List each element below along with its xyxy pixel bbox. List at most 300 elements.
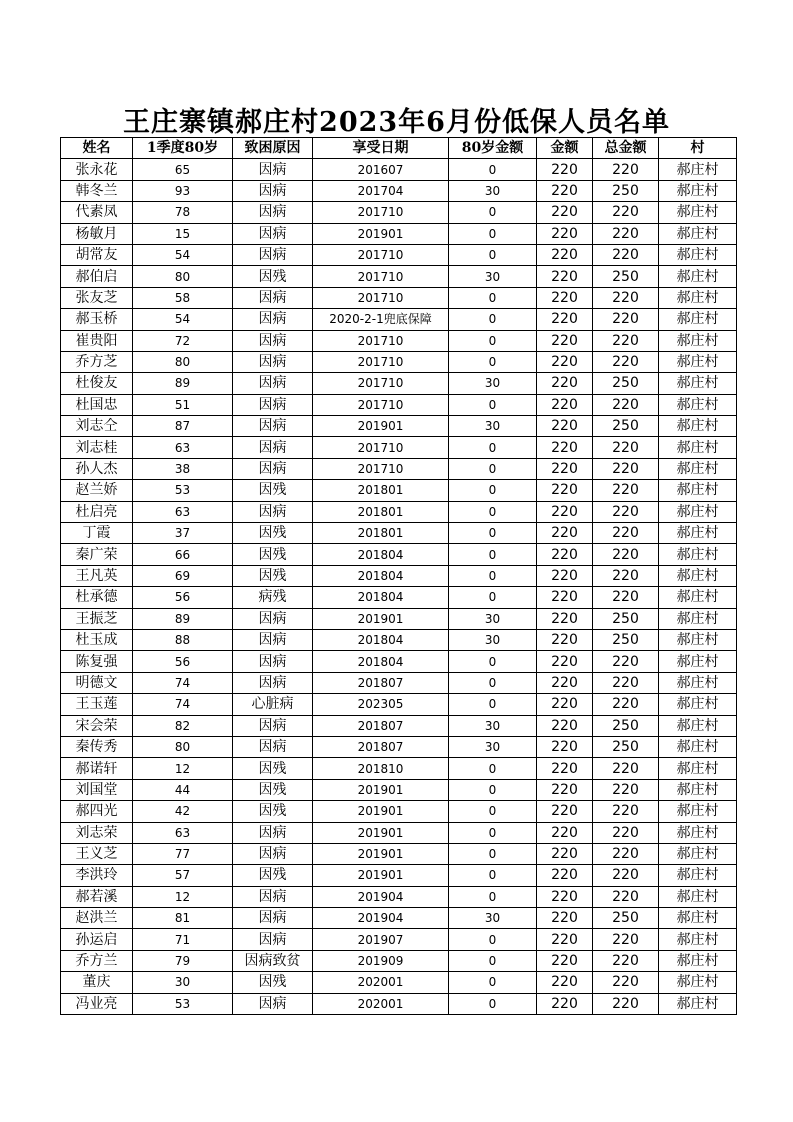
age80-amount-cell: 0 xyxy=(449,202,537,223)
village-cell: 郝庄村 xyxy=(659,929,737,950)
village-cell: 郝庄村 xyxy=(659,758,737,779)
total-cell: 220 xyxy=(593,865,659,886)
amount-cell: 220 xyxy=(537,801,593,822)
age80-amount-cell: 30 xyxy=(449,736,537,757)
age80-amount-cell: 0 xyxy=(449,287,537,308)
cause-cell: 因残 xyxy=(233,565,313,586)
total-cell: 250 xyxy=(593,373,659,394)
amount-cell: 220 xyxy=(537,779,593,800)
start-date-cell: 201804 xyxy=(313,565,449,586)
cause-cell: 因病 xyxy=(233,244,313,265)
q1-age-cell: 93 xyxy=(133,180,233,201)
amount-cell: 220 xyxy=(537,950,593,971)
village-cell: 郝庄村 xyxy=(659,886,737,907)
start-date-cell: 201607 xyxy=(313,159,449,180)
table-row xyxy=(61,159,737,180)
village-cell: 郝庄村 xyxy=(659,822,737,843)
cause-cell: 因残 xyxy=(233,523,313,544)
start-date-cell: 201804 xyxy=(313,629,449,650)
total-cell: 220 xyxy=(593,672,659,693)
age80-amount-cell: 0 xyxy=(449,801,537,822)
amount-cell: 220 xyxy=(537,929,593,950)
amount-cell: 220 xyxy=(537,908,593,929)
q1-age-cell: 87 xyxy=(133,416,233,437)
name-cell: 刘志仝 xyxy=(61,416,133,437)
amount-cell: 220 xyxy=(537,159,593,180)
table-row xyxy=(61,287,737,308)
recipient-table xyxy=(60,137,737,1015)
age80-amount-cell: 30 xyxy=(449,908,537,929)
name-cell: 张永花 xyxy=(61,159,133,180)
name-cell: 张友芝 xyxy=(61,287,133,308)
total-cell: 220 xyxy=(593,972,659,993)
table-row xyxy=(61,180,737,201)
total-cell: 220 xyxy=(593,694,659,715)
start-date-cell: 201901 xyxy=(313,608,449,629)
name-cell: 刘国堂 xyxy=(61,779,133,800)
amount-cell: 220 xyxy=(537,865,593,886)
cause-cell: 因病 xyxy=(233,351,313,372)
age80-amount-cell: 0 xyxy=(449,437,537,458)
start-date-cell: 201909 xyxy=(313,950,449,971)
cause-cell: 因病 xyxy=(233,287,313,308)
village-cell: 郝庄村 xyxy=(659,843,737,864)
village-cell: 郝庄村 xyxy=(659,565,737,586)
start-date-cell: 201710 xyxy=(313,287,449,308)
village-cell: 郝庄村 xyxy=(659,779,737,800)
cause-cell: 因残 xyxy=(233,972,313,993)
q1-age-cell: 54 xyxy=(133,309,233,330)
village-cell: 郝庄村 xyxy=(659,159,737,180)
cause-cell: 病残 xyxy=(233,587,313,608)
name-cell: 陈复强 xyxy=(61,651,133,672)
total-cell: 220 xyxy=(593,394,659,415)
total-cell: 220 xyxy=(593,437,659,458)
start-date-cell: 201904 xyxy=(313,908,449,929)
table-row xyxy=(61,501,737,522)
table-row xyxy=(61,416,737,437)
name-cell: 刘志桂 xyxy=(61,437,133,458)
q1-age-cell: 69 xyxy=(133,565,233,586)
village-cell: 郝庄村 xyxy=(659,437,737,458)
name-cell: 王义芝 xyxy=(61,843,133,864)
table-row xyxy=(61,202,737,223)
name-cell: 郝诺轩 xyxy=(61,758,133,779)
age80-amount-cell: 0 xyxy=(449,544,537,565)
cause-cell: 因病 xyxy=(233,886,313,907)
amount-cell: 220 xyxy=(537,223,593,244)
age80-amount-cell: 0 xyxy=(449,523,537,544)
age80-amount-cell: 0 xyxy=(449,587,537,608)
village-cell: 郝庄村 xyxy=(659,523,737,544)
name-cell: 丁霞 xyxy=(61,523,133,544)
amount-cell: 220 xyxy=(537,993,593,1014)
cause-cell: 因病 xyxy=(233,501,313,522)
q1-age-cell: 65 xyxy=(133,159,233,180)
start-date-cell: 201710 xyxy=(313,394,449,415)
cause-cell: 因病 xyxy=(233,929,313,950)
table-row xyxy=(61,629,737,650)
start-date-cell: 201904 xyxy=(313,886,449,907)
start-date-cell: 201710 xyxy=(313,244,449,265)
q1-age-cell: 74 xyxy=(133,694,233,715)
amount-cell: 220 xyxy=(537,244,593,265)
start-date-cell: 201710 xyxy=(313,202,449,223)
amount-cell: 220 xyxy=(537,501,593,522)
cause-cell: 因病 xyxy=(233,629,313,650)
village-cell: 郝庄村 xyxy=(659,202,737,223)
document-title: 王庄寨镇郝庄村2023年6月份低保人员名单 xyxy=(123,107,670,138)
total-cell: 250 xyxy=(593,266,659,287)
cause-cell: 因残 xyxy=(233,865,313,886)
cause-cell: 因残 xyxy=(233,266,313,287)
age80-amount-cell: 0 xyxy=(449,886,537,907)
start-date-cell: 201804 xyxy=(313,587,449,608)
name-cell: 宋会荣 xyxy=(61,715,133,736)
village-cell: 郝庄村 xyxy=(659,180,737,201)
table-row xyxy=(61,565,737,586)
table-row xyxy=(61,608,737,629)
cause-cell: 因病 xyxy=(233,330,313,351)
start-date-cell: 201710 xyxy=(313,351,449,372)
name-cell: 杜启亮 xyxy=(61,501,133,522)
amount-cell: 220 xyxy=(537,480,593,501)
total-cell: 220 xyxy=(593,950,659,971)
table-body xyxy=(61,159,737,1015)
start-date-cell: 201901 xyxy=(313,779,449,800)
total-cell: 220 xyxy=(593,886,659,907)
name-cell: 崔贵阳 xyxy=(61,330,133,351)
total-cell: 220 xyxy=(593,651,659,672)
table-row xyxy=(61,480,737,501)
table-row xyxy=(61,822,737,843)
total-cell: 250 xyxy=(593,180,659,201)
q1-age-cell: 80 xyxy=(133,736,233,757)
q1-age-cell: 12 xyxy=(133,758,233,779)
table-row xyxy=(61,908,737,929)
age80-amount-cell: 0 xyxy=(449,779,537,800)
name-cell: 秦传秀 xyxy=(61,736,133,757)
amount-cell: 220 xyxy=(537,330,593,351)
total-cell: 220 xyxy=(593,523,659,544)
q1-age-cell: 63 xyxy=(133,822,233,843)
age80-amount-cell: 0 xyxy=(449,223,537,244)
village-cell: 郝庄村 xyxy=(659,480,737,501)
table-row xyxy=(61,351,737,372)
village-cell: 郝庄村 xyxy=(659,715,737,736)
name-cell: 杜承德 xyxy=(61,587,133,608)
age80-amount-cell: 30 xyxy=(449,629,537,650)
age80-amount-cell: 0 xyxy=(449,394,537,415)
village-cell: 郝庄村 xyxy=(659,330,737,351)
table-row xyxy=(61,950,737,971)
age80-amount-cell: 0 xyxy=(449,843,537,864)
village-cell: 郝庄村 xyxy=(659,544,737,565)
q1-age-cell: 44 xyxy=(133,779,233,800)
village-cell: 郝庄村 xyxy=(659,223,737,244)
total-cell: 220 xyxy=(593,309,659,330)
table-row xyxy=(61,266,737,287)
q1-age-cell: 89 xyxy=(133,608,233,629)
table-row xyxy=(61,929,737,950)
name-cell: 冯业亮 xyxy=(61,993,133,1014)
total-cell: 220 xyxy=(593,544,659,565)
table-row xyxy=(61,651,737,672)
cause-cell: 因病 xyxy=(233,715,313,736)
village-cell: 郝庄村 xyxy=(659,736,737,757)
q1-age-cell: 81 xyxy=(133,908,233,929)
q1-age-cell: 80 xyxy=(133,351,233,372)
amount-cell: 220 xyxy=(537,416,593,437)
amount-cell: 220 xyxy=(537,972,593,993)
age80-amount-cell: 30 xyxy=(449,608,537,629)
age80-amount-cell: 0 xyxy=(449,501,537,522)
q1-age-cell: 56 xyxy=(133,651,233,672)
table-row xyxy=(61,672,737,693)
table-row xyxy=(61,244,737,265)
amount-cell: 220 xyxy=(537,715,593,736)
table-row xyxy=(61,843,737,864)
village-cell: 郝庄村 xyxy=(659,351,737,372)
table-row xyxy=(61,736,737,757)
cause-cell: 因病 xyxy=(233,180,313,201)
total-cell: 220 xyxy=(593,244,659,265)
name-cell: 乔方芝 xyxy=(61,351,133,372)
q1-age-cell: 82 xyxy=(133,715,233,736)
q1-age-cell: 80 xyxy=(133,266,233,287)
q1-age-cell: 57 xyxy=(133,865,233,886)
name-cell: 郝四光 xyxy=(61,801,133,822)
total-cell: 250 xyxy=(593,416,659,437)
cause-cell: 心脏病 xyxy=(233,694,313,715)
age80-amount-cell: 0 xyxy=(449,950,537,971)
start-date-cell: 201710 xyxy=(313,266,449,287)
village-cell: 郝庄村 xyxy=(659,587,737,608)
q1-age-cell: 56 xyxy=(133,587,233,608)
name-cell: 乔方兰 xyxy=(61,950,133,971)
amount-cell: 220 xyxy=(537,651,593,672)
age80-amount-cell: 0 xyxy=(449,758,537,779)
total-cell: 220 xyxy=(593,587,659,608)
q1-age-cell: 78 xyxy=(133,202,233,223)
cause-cell: 因残 xyxy=(233,758,313,779)
table-row xyxy=(61,544,737,565)
start-date-cell: 202305 xyxy=(313,694,449,715)
amount-cell: 220 xyxy=(537,822,593,843)
column-header-amount: 金额 xyxy=(537,138,593,159)
age80-amount-cell: 0 xyxy=(449,972,537,993)
column-header-q1-age: 1季度80岁 xyxy=(133,138,233,159)
table-row xyxy=(61,886,737,907)
cause-cell: 因病 xyxy=(233,672,313,693)
start-date-cell: 201901 xyxy=(313,416,449,437)
column-header-age80-amount: 80岁金额 xyxy=(449,138,537,159)
amount-cell: 220 xyxy=(537,309,593,330)
cause-cell: 因病 xyxy=(233,309,313,330)
age80-amount-cell: 30 xyxy=(449,266,537,287)
total-cell: 220 xyxy=(593,501,659,522)
q1-age-cell: 37 xyxy=(133,523,233,544)
cause-cell: 因残 xyxy=(233,480,313,501)
total-cell: 220 xyxy=(593,480,659,501)
amount-cell: 220 xyxy=(537,351,593,372)
amount-cell: 220 xyxy=(537,523,593,544)
start-date-cell: 201807 xyxy=(313,672,449,693)
q1-age-cell: 63 xyxy=(133,501,233,522)
start-date-cell: 202001 xyxy=(313,993,449,1014)
cause-cell: 因病 xyxy=(233,159,313,180)
total-cell: 220 xyxy=(593,822,659,843)
total-cell: 220 xyxy=(593,458,659,479)
age80-amount-cell: 0 xyxy=(449,480,537,501)
age80-amount-cell: 0 xyxy=(449,672,537,693)
total-cell: 250 xyxy=(593,908,659,929)
cause-cell: 因残 xyxy=(233,779,313,800)
amount-cell: 220 xyxy=(537,565,593,586)
name-cell: 代素凤 xyxy=(61,202,133,223)
total-cell: 220 xyxy=(593,159,659,180)
age80-amount-cell: 0 xyxy=(449,929,537,950)
amount-cell: 220 xyxy=(537,394,593,415)
start-date-cell: 201801 xyxy=(313,501,449,522)
q1-age-cell: 30 xyxy=(133,972,233,993)
amount-cell: 220 xyxy=(537,694,593,715)
name-cell: 杜玉成 xyxy=(61,629,133,650)
cause-cell: 因病 xyxy=(233,394,313,415)
q1-age-cell: 54 xyxy=(133,244,233,265)
table-row xyxy=(61,523,737,544)
age80-amount-cell: 30 xyxy=(449,180,537,201)
village-cell: 郝庄村 xyxy=(659,801,737,822)
age80-amount-cell: 0 xyxy=(449,651,537,672)
age80-amount-cell: 0 xyxy=(449,309,537,330)
start-date-cell: 202001 xyxy=(313,972,449,993)
village-cell: 郝庄村 xyxy=(659,394,737,415)
column-header-name: 姓名 xyxy=(61,138,133,159)
cause-cell: 因病 xyxy=(233,651,313,672)
start-date-cell: 201710 xyxy=(313,373,449,394)
table-row xyxy=(61,715,737,736)
cause-cell: 因病 xyxy=(233,843,313,864)
q1-age-cell: 89 xyxy=(133,373,233,394)
table-row xyxy=(61,972,737,993)
total-cell: 250 xyxy=(593,629,659,650)
village-cell: 郝庄村 xyxy=(659,993,737,1014)
cause-cell: 因病 xyxy=(233,736,313,757)
total-cell: 220 xyxy=(593,993,659,1014)
amount-cell: 220 xyxy=(537,266,593,287)
age80-amount-cell: 0 xyxy=(449,351,537,372)
name-cell: 赵兰娇 xyxy=(61,480,133,501)
name-cell: 董庆 xyxy=(61,972,133,993)
start-date-cell: 201901 xyxy=(313,223,449,244)
age80-amount-cell: 0 xyxy=(449,865,537,886)
village-cell: 郝庄村 xyxy=(659,694,737,715)
age80-amount-cell: 0 xyxy=(449,694,537,715)
q1-age-cell: 51 xyxy=(133,394,233,415)
start-date-cell: 2020-2-1兜底保障 xyxy=(313,309,449,330)
start-date-cell: 201901 xyxy=(313,865,449,886)
q1-age-cell: 53 xyxy=(133,480,233,501)
table-row xyxy=(61,587,737,608)
name-cell: 杜俊友 xyxy=(61,373,133,394)
age80-amount-cell: 0 xyxy=(449,993,537,1014)
q1-age-cell: 79 xyxy=(133,950,233,971)
village-cell: 郝庄村 xyxy=(659,501,737,522)
total-cell: 220 xyxy=(593,758,659,779)
start-date-cell: 201907 xyxy=(313,929,449,950)
cause-cell: 因病 xyxy=(233,458,313,479)
village-cell: 郝庄村 xyxy=(659,458,737,479)
q1-age-cell: 77 xyxy=(133,843,233,864)
age80-amount-cell: 30 xyxy=(449,373,537,394)
cause-cell: 因病 xyxy=(233,223,313,244)
q1-age-cell: 12 xyxy=(133,886,233,907)
amount-cell: 220 xyxy=(537,672,593,693)
q1-age-cell: 71 xyxy=(133,929,233,950)
amount-cell: 220 xyxy=(537,736,593,757)
name-cell: 王振芝 xyxy=(61,608,133,629)
amount-cell: 220 xyxy=(537,544,593,565)
total-cell: 220 xyxy=(593,202,659,223)
start-date-cell: 201810 xyxy=(313,758,449,779)
start-date-cell: 201901 xyxy=(313,843,449,864)
cause-cell: 因病 xyxy=(233,822,313,843)
age80-amount-cell: 0 xyxy=(449,565,537,586)
q1-age-cell: 66 xyxy=(133,544,233,565)
start-date-cell: 201901 xyxy=(313,822,449,843)
table-row xyxy=(61,758,737,779)
table-row xyxy=(61,801,737,822)
name-cell: 王凡英 xyxy=(61,565,133,586)
table-row xyxy=(61,309,737,330)
name-cell: 胡常友 xyxy=(61,244,133,265)
total-cell: 220 xyxy=(593,779,659,800)
name-cell: 刘志荣 xyxy=(61,822,133,843)
age80-amount-cell: 0 xyxy=(449,159,537,180)
village-cell: 郝庄村 xyxy=(659,287,737,308)
age80-amount-cell: 0 xyxy=(449,822,537,843)
amount-cell: 220 xyxy=(537,202,593,223)
amount-cell: 220 xyxy=(537,629,593,650)
name-cell: 郝若溪 xyxy=(61,886,133,907)
name-cell: 郝伯启 xyxy=(61,266,133,287)
start-date-cell: 201804 xyxy=(313,544,449,565)
cause-cell: 因病 xyxy=(233,993,313,1014)
cause-cell: 因病 xyxy=(233,373,313,394)
total-cell: 220 xyxy=(593,929,659,950)
village-cell: 郝庄村 xyxy=(659,629,737,650)
total-cell: 220 xyxy=(593,843,659,864)
column-header-cause: 致困原因 xyxy=(233,138,313,159)
age80-amount-cell: 30 xyxy=(449,416,537,437)
name-cell: 李洪玲 xyxy=(61,865,133,886)
amount-cell: 220 xyxy=(537,587,593,608)
table-row xyxy=(61,865,737,886)
total-cell: 250 xyxy=(593,715,659,736)
cause-cell: 因病致贫 xyxy=(233,950,313,971)
village-cell: 郝庄村 xyxy=(659,608,737,629)
age80-amount-cell: 30 xyxy=(449,715,537,736)
total-cell: 220 xyxy=(593,223,659,244)
column-header-village: 村 xyxy=(659,138,737,159)
total-cell: 220 xyxy=(593,287,659,308)
cause-cell: 因病 xyxy=(233,416,313,437)
village-cell: 郝庄村 xyxy=(659,416,737,437)
name-cell: 王玉莲 xyxy=(61,694,133,715)
name-cell: 明德文 xyxy=(61,672,133,693)
name-cell: 郝玉桥 xyxy=(61,309,133,330)
